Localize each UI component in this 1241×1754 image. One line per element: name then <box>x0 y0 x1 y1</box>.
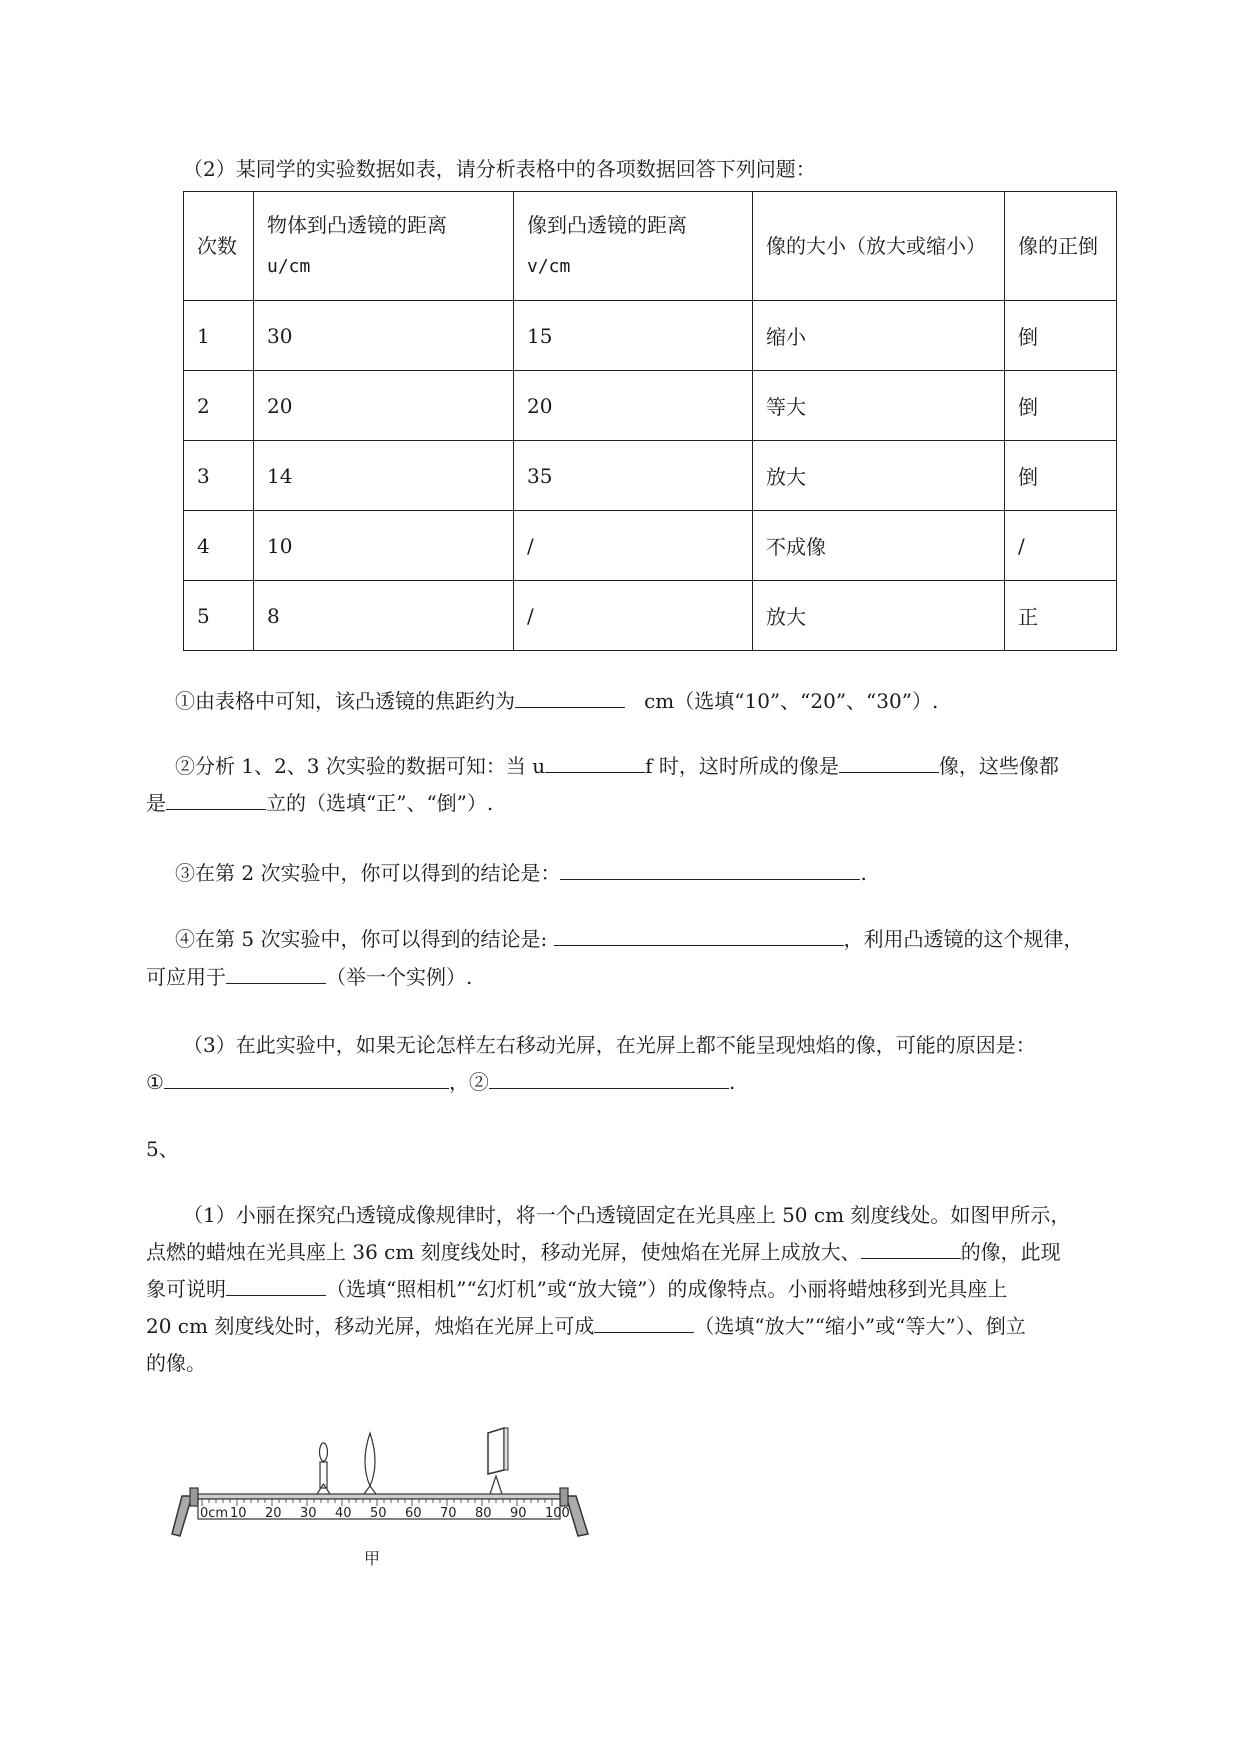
cell-image-size: 缩小 <box>753 301 1005 371</box>
header-count: 次数 <box>184 192 254 301</box>
answer-blank[interactable] <box>545 752 645 773</box>
flame-icon <box>320 1443 328 1461</box>
cell-image-orientation: 倒 <box>1005 301 1117 371</box>
question-2: ②分析 1、2、3 次实验的数据可知：当 u f 时，这时所成的像是 像，这些像都 <box>175 754 1059 778</box>
cell-image-orientation: 正 <box>1005 581 1117 651</box>
cell-image-size: 不成像 <box>753 511 1005 581</box>
question-4-cont: 可应用于 （举一个实例）. <box>146 965 473 989</box>
cell-count: 3 <box>184 441 254 511</box>
right-end-block <box>560 1488 568 1506</box>
question-number: 5、 <box>146 1137 179 1161</box>
cell-object-distance: 8 <box>254 581 514 651</box>
cell-image-orientation: / <box>1005 511 1117 581</box>
cell-image-size: 等大 <box>753 371 1005 441</box>
part2-intro: （2）某同学的实验数据如表，请分析表格中的各项数据回答下列问题： <box>183 157 816 181</box>
q5-line-3: 象可说明 （选填“照相机”“幻灯机”或“放大镜”）的成像特点。小丽将蜡烛移到光具座上 <box>146 1277 1008 1301</box>
answer-blank[interactable] <box>166 789 266 810</box>
answer-blank[interactable] <box>164 1068 449 1089</box>
answer-blank[interactable] <box>515 687 625 708</box>
optical-bench-figure <box>170 1418 590 1548</box>
answer-blank[interactable] <box>861 1238 961 1259</box>
cell-object-distance: 20 <box>254 371 514 441</box>
table-row <box>184 511 1117 581</box>
table-header-row <box>184 192 1117 301</box>
scale-label: 60 <box>405 1506 422 1521</box>
scale-label: 80 <box>475 1506 492 1521</box>
cell-object-distance: 10 <box>254 511 514 581</box>
part3-question: （3）在此实验中，如果无论怎样左右移动光屏，在光屏上都不能呈现烛焰的像，可能的原因是： <box>183 1033 1036 1057</box>
header-image-distance: 像到凸透镜的距离 v/cm <box>514 192 753 301</box>
cell-image-size: 放大 <box>753 441 1005 511</box>
cell-image-orientation: 倒 <box>1005 441 1117 511</box>
figure-caption: 甲 <box>364 1549 381 1568</box>
scale-label: 20 <box>265 1506 282 1521</box>
header-image-size: 像的大小（放大或缩小） <box>753 192 1005 301</box>
q5-line-4: 20 cm 刻度线处时，移动光屏，烛焰在光屏上可成 （选填“放大”“缩小”或“等大”）、倒立 <box>146 1314 1026 1338</box>
table-row <box>184 371 1117 441</box>
cell-count: 5 <box>184 581 254 651</box>
candle <box>317 1443 330 1494</box>
header-image-orientation: 像的正倒 <box>1005 192 1117 301</box>
scale-label: 90 <box>510 1506 527 1521</box>
experiment-data-table <box>183 191 1117 651</box>
cell-count: 2 <box>184 371 254 441</box>
cell-image-size: 放大 <box>753 581 1005 651</box>
answer-blank[interactable] <box>226 963 326 984</box>
cell-object-distance: 30 <box>254 301 514 371</box>
part3-answers: ① ，② . <box>146 1070 736 1094</box>
header-object-distance: 物体到凸透镜的距离 u/cm <box>254 192 514 301</box>
scale-label: 40 <box>335 1506 352 1521</box>
scale-label: 10 <box>230 1506 247 1521</box>
cell-image-distance: 20 <box>514 371 753 441</box>
question-3: ③在第 2 次实验中，你可以得到的结论是： . <box>175 861 867 885</box>
question-4: ④在第 5 次实验中，你可以得到的结论是: ，利用凸透镜的这个规律， <box>175 927 1084 951</box>
answer-blank[interactable] <box>839 752 939 773</box>
cell-image-distance: 15 <box>514 301 753 371</box>
table-row <box>184 581 1117 651</box>
left-end-block <box>190 1488 198 1506</box>
q5-line-5: 的像。 <box>146 1351 206 1375</box>
answer-blank[interactable] <box>554 925 844 946</box>
cell-image-distance: / <box>514 511 753 581</box>
question-2-cont: 是 立的（选填“正”、“倒”）. <box>146 791 494 815</box>
answer-blank[interactable] <box>226 1275 326 1296</box>
table-row <box>184 441 1117 511</box>
left-leg <box>172 1496 192 1536</box>
cell-image-distance: 35 <box>514 441 753 511</box>
convex-lens <box>364 1433 376 1494</box>
cell-count: 4 <box>184 511 254 581</box>
answer-blank[interactable] <box>594 1312 694 1333</box>
q5-line-2: 点燃的蜡烛在光具座上 36 cm 刻度线处时，移动光屏，使烛焰在光屏上成放大、 的像，此现 <box>146 1240 1061 1264</box>
bench-rail <box>198 1494 560 1499</box>
answer-blank[interactable] <box>560 859 860 880</box>
q5-line-1: （1）小丽在探究凸透镜成像规律时，将一个凸透镜固定在光具座上 50 cm 刻度线处。如图甲所示， <box>183 1203 1071 1227</box>
cell-image-orientation: 倒 <box>1005 371 1117 441</box>
cell-object-distance: 14 <box>254 441 514 511</box>
scale-label: 0cm <box>200 1506 229 1521</box>
cell-image-distance: / <box>514 581 753 651</box>
scale-label: 70 <box>440 1506 457 1521</box>
scale-label: 30 <box>300 1506 317 1521</box>
scale-label: 100 <box>545 1506 570 1521</box>
cell-count: 1 <box>184 301 254 371</box>
scale-label: 50 <box>370 1506 387 1521</box>
answer-blank[interactable] <box>489 1068 729 1089</box>
light-screen <box>488 1428 508 1494</box>
question-1: ①由表格中可知，该凸透镜的焦距约为 cm（选填“10”、“20”、“30”）. <box>175 689 939 713</box>
table-row <box>184 301 1117 371</box>
